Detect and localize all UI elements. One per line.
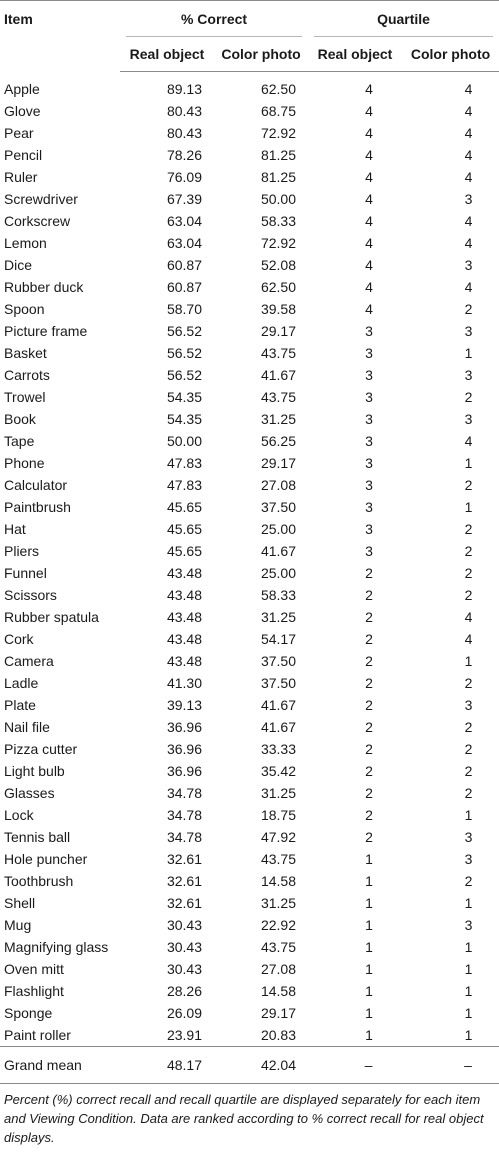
cell-correct-real: 30.43 xyxy=(166,961,202,977)
cell-correct-real: 23.91 xyxy=(166,1027,202,1043)
cell-correct-photo: 29.17 xyxy=(260,323,297,339)
cell-correct-real: 34.78 xyxy=(166,785,202,801)
cell-quartile-photo: 2 xyxy=(464,719,473,735)
cell-quartile-real: 1 xyxy=(365,873,373,889)
cell-quartile-real: 4 xyxy=(365,301,373,317)
cell-item: Apple xyxy=(4,80,40,97)
cell-correct-photo: 41.67 xyxy=(260,367,297,383)
cell-item: Scissors xyxy=(4,587,57,603)
cell-quartile-real: 2 xyxy=(365,697,373,713)
cell-quartile-photo: 4 xyxy=(464,213,473,229)
cell-item: Glove xyxy=(4,103,41,119)
cell-quartile-real: 1 xyxy=(365,983,373,999)
cell-correct-photo: 35.42 xyxy=(260,763,297,779)
table-row xyxy=(0,782,499,804)
table-row xyxy=(0,210,499,232)
cell-correct-photo: 50.00 xyxy=(260,191,297,207)
cell-quartile-photo: 1 xyxy=(464,1027,473,1043)
cell-correct-photo: 56.25 xyxy=(260,433,297,449)
table-row xyxy=(0,672,499,694)
cell-item: Lemon xyxy=(4,235,47,251)
cell-correct-photo: 52.08 xyxy=(260,257,297,273)
header-correct-color-photo: Color photo xyxy=(214,37,308,72)
table-row xyxy=(0,1002,499,1024)
cell-quartile-real: 2 xyxy=(365,741,373,757)
cell-quartile-real: 1 xyxy=(365,1005,373,1021)
cell-item: Lock xyxy=(4,807,34,823)
cell-correct-photo: 37.50 xyxy=(260,675,297,691)
cell-item: Dice xyxy=(4,257,33,273)
cell-correct-photo: 62.50 xyxy=(260,81,297,97)
header-group-quartile xyxy=(308,1,499,37)
cell-quartile-photo: 3 xyxy=(464,323,473,339)
cell-quartile-photo: 3 xyxy=(464,697,473,713)
table-row xyxy=(0,738,499,760)
cell-correct-photo: 72.92 xyxy=(260,235,297,251)
cell-quartile-real: 4 xyxy=(365,213,373,229)
cell-quartile-photo: 1 xyxy=(464,653,473,669)
cell-correct-real: 56.52 xyxy=(166,323,202,339)
cell-item: Camera xyxy=(4,653,54,669)
cell-quartile-real: 3 xyxy=(365,433,373,449)
cell-quartile-photo: 2 xyxy=(464,477,473,493)
cell-correct-photo: 31.25 xyxy=(260,895,297,911)
cell-correct-photo: 25.00 xyxy=(260,565,297,581)
table-row xyxy=(0,826,499,848)
cell-quartile-photo: 1 xyxy=(464,961,473,977)
cell-correct-photo: 41.67 xyxy=(260,719,297,735)
cell-correct-real: 43.48 xyxy=(166,565,202,581)
cell-correct-real: 54.35 xyxy=(166,411,202,427)
table-row xyxy=(0,628,499,650)
cell-correct-real: 32.61 xyxy=(166,851,202,867)
cell-correct-photo: 72.92 xyxy=(260,125,297,141)
cell-correct-photo: 81.25 xyxy=(260,169,297,185)
grand-mean-correct-photo: 42.04 xyxy=(214,1047,308,1084)
cell-quartile-real: 3 xyxy=(365,543,373,559)
cell-quartile-real: 2 xyxy=(365,653,373,669)
cell-item: Toothbrush xyxy=(4,873,74,889)
cell-correct-photo: 43.75 xyxy=(260,939,297,955)
cell-correct-real: 36.96 xyxy=(166,741,202,757)
cell-quartile-real: 4 xyxy=(365,191,373,207)
table-row xyxy=(0,474,499,496)
cell-correct-real: 63.04 xyxy=(166,235,202,251)
cell-correct-real: 47.83 xyxy=(166,477,202,493)
cell-quartile-real: 2 xyxy=(365,587,373,603)
cell-item: Pear xyxy=(4,125,34,141)
cell-quartile-real: 3 xyxy=(365,521,373,537)
cell-correct-photo: 18.75 xyxy=(260,807,297,823)
cell-quartile-photo: 4 xyxy=(464,235,473,251)
cell-quartile-real: 2 xyxy=(365,565,373,581)
cell-item: Plate xyxy=(4,697,36,713)
header-group-quartile-label: Quartile xyxy=(377,11,430,27)
grand-mean-correct-real: 48.17 xyxy=(120,1047,214,1084)
cell-quartile-real: 1 xyxy=(365,939,373,955)
cell-item: Paintbrush xyxy=(4,499,71,515)
cell-quartile-real: 2 xyxy=(365,675,373,691)
header-group-correct xyxy=(120,1,308,37)
cell-correct-photo: 62.50 xyxy=(260,279,297,295)
cell-quartile-real: 2 xyxy=(365,829,373,845)
cell-quartile-photo: 3 xyxy=(464,829,473,845)
cell-correct-photo: 37.50 xyxy=(260,653,297,669)
cell-item: Ladle xyxy=(4,675,39,691)
cell-item: Shell xyxy=(4,895,36,911)
cell-quartile-real: 3 xyxy=(365,345,373,361)
cell-correct-photo: 31.25 xyxy=(260,411,297,427)
cell-correct-photo: 37.50 xyxy=(260,499,297,515)
cell-quartile-real: 4 xyxy=(365,103,373,119)
cell-correct-photo: 43.75 xyxy=(260,389,297,405)
cell-quartile-real: 2 xyxy=(365,631,373,647)
cell-quartile-real: 3 xyxy=(365,411,373,427)
cell-quartile-photo: 3 xyxy=(464,851,473,867)
table-row xyxy=(0,694,499,716)
table-row xyxy=(0,342,499,364)
cell-item: Picture frame xyxy=(4,323,88,339)
header-quartile-color-photo: Color photo xyxy=(402,37,499,72)
cell-item: Paint roller xyxy=(4,1027,71,1043)
cell-correct-real: 56.52 xyxy=(166,367,202,383)
cell-quartile-real: 2 xyxy=(365,609,373,625)
cell-item: Pliers xyxy=(4,543,40,559)
cell-quartile-photo: 1 xyxy=(464,345,473,361)
table-row xyxy=(0,562,499,584)
table-row xyxy=(0,848,499,870)
table-row xyxy=(0,122,499,144)
cell-correct-photo: 29.17 xyxy=(260,1005,297,1021)
table-row xyxy=(0,606,499,628)
cell-quartile-photo: 1 xyxy=(464,499,473,515)
grand-mean-quartile-real: – xyxy=(308,1047,402,1084)
cell-quartile-photo: 2 xyxy=(464,521,473,537)
cell-quartile-photo: 4 xyxy=(464,279,473,295)
table-row xyxy=(0,1024,499,1047)
table-row xyxy=(0,870,499,892)
cell-item: Tape xyxy=(4,433,35,449)
cell-item: Rubber spatula xyxy=(4,609,99,625)
cell-correct-real: 39.13 xyxy=(166,697,202,713)
header-item: Item xyxy=(4,11,33,27)
cell-item: Magnifying glass xyxy=(4,939,109,955)
group-underline xyxy=(126,36,302,37)
cell-quartile-real: 2 xyxy=(365,719,373,735)
cell-item: Light bulb xyxy=(4,763,65,779)
table-row xyxy=(0,452,499,474)
cell-quartile-real: 4 xyxy=(365,257,373,273)
cell-correct-real: 32.61 xyxy=(166,873,202,889)
cell-correct-real: 45.65 xyxy=(166,521,202,537)
cell-quartile-photo: 1 xyxy=(464,807,473,823)
cell-item: Oven mitt xyxy=(4,961,64,977)
cell-correct-photo: 68.75 xyxy=(260,103,297,119)
cell-correct-photo: 41.67 xyxy=(260,697,297,713)
cell-quartile-real: 1 xyxy=(365,851,373,867)
cell-item: Pizza cutter xyxy=(4,741,78,757)
cell-quartile-photo: 3 xyxy=(464,917,473,933)
cell-quartile-real: 2 xyxy=(365,785,373,801)
header-group-correct-label: % Correct xyxy=(180,11,248,27)
cell-quartile-photo: 4 xyxy=(464,631,473,647)
cell-quartile-photo: 4 xyxy=(464,81,473,97)
cell-correct-photo: 25.00 xyxy=(260,521,297,537)
cell-correct-real: 67.39 xyxy=(166,191,202,207)
cell-correct-real: 36.96 xyxy=(166,719,202,735)
table-row xyxy=(0,958,499,980)
cell-correct-photo: 14.58 xyxy=(260,983,297,999)
grand-mean-quartile-photo: – xyxy=(402,1047,499,1084)
cell-correct-photo: 22.92 xyxy=(260,917,297,933)
cell-item: Hat xyxy=(4,521,26,537)
cell-correct-real: 45.65 xyxy=(166,499,202,515)
cell-correct-real: 78.26 xyxy=(166,147,202,163)
cell-item: Nail file xyxy=(4,719,50,735)
table-row xyxy=(0,540,499,562)
cell-correct-real: 28.26 xyxy=(166,983,202,999)
cell-item: Sponge xyxy=(4,1005,53,1021)
table-row xyxy=(0,980,499,1002)
cell-correct-photo: 43.75 xyxy=(260,851,297,867)
cell-quartile-photo: 2 xyxy=(464,785,473,801)
cell-quartile-photo: 2 xyxy=(464,565,473,581)
cell-correct-real: 43.48 xyxy=(166,587,202,603)
cell-correct-photo: 43.75 xyxy=(260,345,297,361)
cell-quartile-photo: 4 xyxy=(464,147,473,163)
cell-quartile-real: 3 xyxy=(365,323,373,339)
cell-item: Pencil xyxy=(4,147,43,163)
cell-correct-photo: 81.25 xyxy=(260,147,297,163)
cell-correct-real: 80.43 xyxy=(166,125,202,141)
cell-correct-real: 32.61 xyxy=(166,895,202,911)
table-row xyxy=(0,760,499,782)
table-row xyxy=(0,936,499,958)
cell-correct-real: 34.78 xyxy=(166,807,202,823)
cell-quartile-photo: 3 xyxy=(464,191,473,207)
cell-correct-real: 50.00 xyxy=(166,433,202,449)
table-body xyxy=(0,72,499,1047)
cell-quartile-photo: 4 xyxy=(464,125,473,141)
cell-quartile-photo: 2 xyxy=(464,389,473,405)
cell-correct-real: 30.43 xyxy=(166,939,202,955)
cell-correct-real: 76.09 xyxy=(166,169,202,185)
cell-item: Corkscrew xyxy=(4,213,71,229)
cell-quartile-photo: 3 xyxy=(464,257,473,273)
table-row xyxy=(0,650,499,672)
cell-correct-real: 80.43 xyxy=(166,103,202,119)
cell-quartile-real: 1 xyxy=(365,961,373,977)
cell-quartile-photo: 1 xyxy=(464,939,473,955)
table-row xyxy=(0,144,499,166)
cell-quartile-photo: 1 xyxy=(464,455,473,471)
cell-quartile-real: 3 xyxy=(365,367,373,383)
cell-quartile-real: 4 xyxy=(365,147,373,163)
cell-correct-real: 56.52 xyxy=(166,345,202,361)
grand-mean-label: Grand mean xyxy=(0,1047,120,1084)
group-underline xyxy=(314,36,493,37)
table-row xyxy=(0,232,499,254)
cell-item: Mug xyxy=(4,917,32,933)
cell-quartile-photo: 4 xyxy=(464,169,473,185)
cell-item: Calculator xyxy=(4,477,68,493)
header-quartile-real-object: Real object xyxy=(308,37,402,72)
cell-correct-real: 89.13 xyxy=(166,81,202,97)
cell-quartile-real: 3 xyxy=(365,477,373,493)
cell-quartile-real: 1 xyxy=(365,1027,373,1043)
cell-quartile-real: 1 xyxy=(365,895,373,911)
cell-item: Basket xyxy=(4,345,47,361)
cell-quartile-photo: 2 xyxy=(464,763,473,779)
cell-quartile-photo: 2 xyxy=(464,301,473,317)
cell-correct-photo: 41.67 xyxy=(260,543,297,559)
cell-correct-real: 34.78 xyxy=(166,829,202,845)
table-row xyxy=(0,320,499,342)
table-row xyxy=(0,254,499,276)
cell-quartile-real: 3 xyxy=(365,455,373,471)
recall-table xyxy=(0,1,499,1084)
cell-correct-photo: 54.17 xyxy=(260,631,297,647)
cell-quartile-real: 4 xyxy=(365,279,373,295)
cell-item: Screwdriver xyxy=(4,191,78,207)
cell-quartile-photo: 2 xyxy=(464,587,473,603)
cell-correct-real: 43.48 xyxy=(166,631,202,647)
cell-correct-photo: 27.08 xyxy=(260,477,297,493)
cell-correct-real: 63.04 xyxy=(166,213,202,229)
cell-correct-real: 60.87 xyxy=(166,279,202,295)
cell-quartile-real: 3 xyxy=(365,499,373,515)
cell-correct-real: 43.48 xyxy=(166,609,202,625)
cell-quartile-photo: 4 xyxy=(464,103,473,119)
table-row xyxy=(0,364,499,386)
cell-correct-photo: 27.08 xyxy=(260,961,297,977)
cell-quartile-real: 4 xyxy=(365,235,373,251)
table-row xyxy=(0,386,499,408)
cell-correct-photo: 58.33 xyxy=(260,587,297,603)
table-row xyxy=(0,584,499,606)
table-row xyxy=(0,716,499,738)
cell-quartile-photo: 2 xyxy=(464,741,473,757)
table-row xyxy=(0,430,499,452)
cell-correct-photo: 39.58 xyxy=(260,301,297,317)
cell-quartile-photo: 3 xyxy=(464,367,473,383)
cell-quartile-real: 4 xyxy=(365,169,373,185)
cell-correct-photo: 29.17 xyxy=(260,455,297,471)
table-row xyxy=(0,188,499,210)
table-row xyxy=(0,496,499,518)
cell-quartile-real: 3 xyxy=(365,389,373,405)
table-row xyxy=(0,804,499,826)
cell-item: Cork xyxy=(4,631,34,647)
table-row xyxy=(0,518,499,540)
cell-quartile-photo: 3 xyxy=(464,411,473,427)
table-row xyxy=(0,100,499,122)
cell-item: Tennis ball xyxy=(4,829,71,845)
table-row xyxy=(0,166,499,188)
cell-quartile-real: 4 xyxy=(365,125,373,141)
cell-item: Spoon xyxy=(4,301,45,317)
cell-item: Ruler xyxy=(4,169,38,185)
cell-correct-photo: 20.83 xyxy=(260,1027,297,1043)
cell-item: Rubber duck xyxy=(4,279,84,295)
cell-quartile-photo: 2 xyxy=(464,543,473,559)
cell-item: Funnel xyxy=(4,565,47,581)
cell-correct-photo: 31.25 xyxy=(260,609,297,625)
cell-correct-real: 47.83 xyxy=(166,455,202,471)
cell-correct-real: 30.43 xyxy=(166,917,202,933)
cell-quartile-real: 2 xyxy=(365,807,373,823)
cell-correct-real: 54.35 xyxy=(166,389,202,405)
cell-quartile-photo: 1 xyxy=(464,1005,473,1021)
cell-correct-real: 58.70 xyxy=(166,301,202,317)
cell-item: Glasses xyxy=(4,785,55,801)
cell-correct-photo: 58.33 xyxy=(260,213,297,229)
cell-quartile-real: 1 xyxy=(365,917,373,933)
cell-quartile-photo: 2 xyxy=(464,873,473,889)
table-row xyxy=(0,892,499,914)
cell-item: Book xyxy=(4,411,36,427)
table-row xyxy=(0,276,499,298)
cell-item: Hole puncher xyxy=(4,851,88,867)
table-row xyxy=(0,298,499,320)
table-row xyxy=(0,914,499,936)
cell-correct-photo: 33.33 xyxy=(260,741,297,757)
cell-item: Trowel xyxy=(4,389,46,405)
cell-quartile-photo: 2 xyxy=(464,675,473,691)
cell-item: Flashlight xyxy=(4,983,64,999)
cell-quartile-photo: 1 xyxy=(464,895,473,911)
table-row xyxy=(0,408,499,430)
cell-correct-real: 43.48 xyxy=(166,653,202,669)
cell-correct-real: 26.09 xyxy=(166,1005,202,1021)
cell-item: Carrots xyxy=(4,367,50,383)
cell-correct-photo: 31.25 xyxy=(260,785,297,801)
grand-mean-row xyxy=(0,1047,499,1084)
cell-quartile-real: 4 xyxy=(365,81,373,97)
header-correct-real-object: Real object xyxy=(120,37,214,72)
cell-correct-real: 60.87 xyxy=(166,257,202,273)
cell-quartile-photo: 1 xyxy=(464,983,473,999)
table-note: Percent (%) correct recall and recall quartile are displayed separately for each item and Viewing Condition. Data are ranked according to % correct recall for real object displays. xyxy=(4,1092,484,1145)
table-row xyxy=(0,72,499,101)
cell-item: Phone xyxy=(4,455,45,471)
cell-correct-real: 45.65 xyxy=(166,543,202,559)
cell-quartile-photo: 4 xyxy=(464,609,473,625)
cell-correct-photo: 47.92 xyxy=(260,829,297,845)
cell-correct-real: 36.96 xyxy=(166,763,202,779)
cell-quartile-photo: 4 xyxy=(464,433,473,449)
cell-correct-real: 41.30 xyxy=(166,675,202,691)
cell-quartile-real: 2 xyxy=(365,763,373,779)
cell-correct-photo: 14.58 xyxy=(260,873,297,889)
